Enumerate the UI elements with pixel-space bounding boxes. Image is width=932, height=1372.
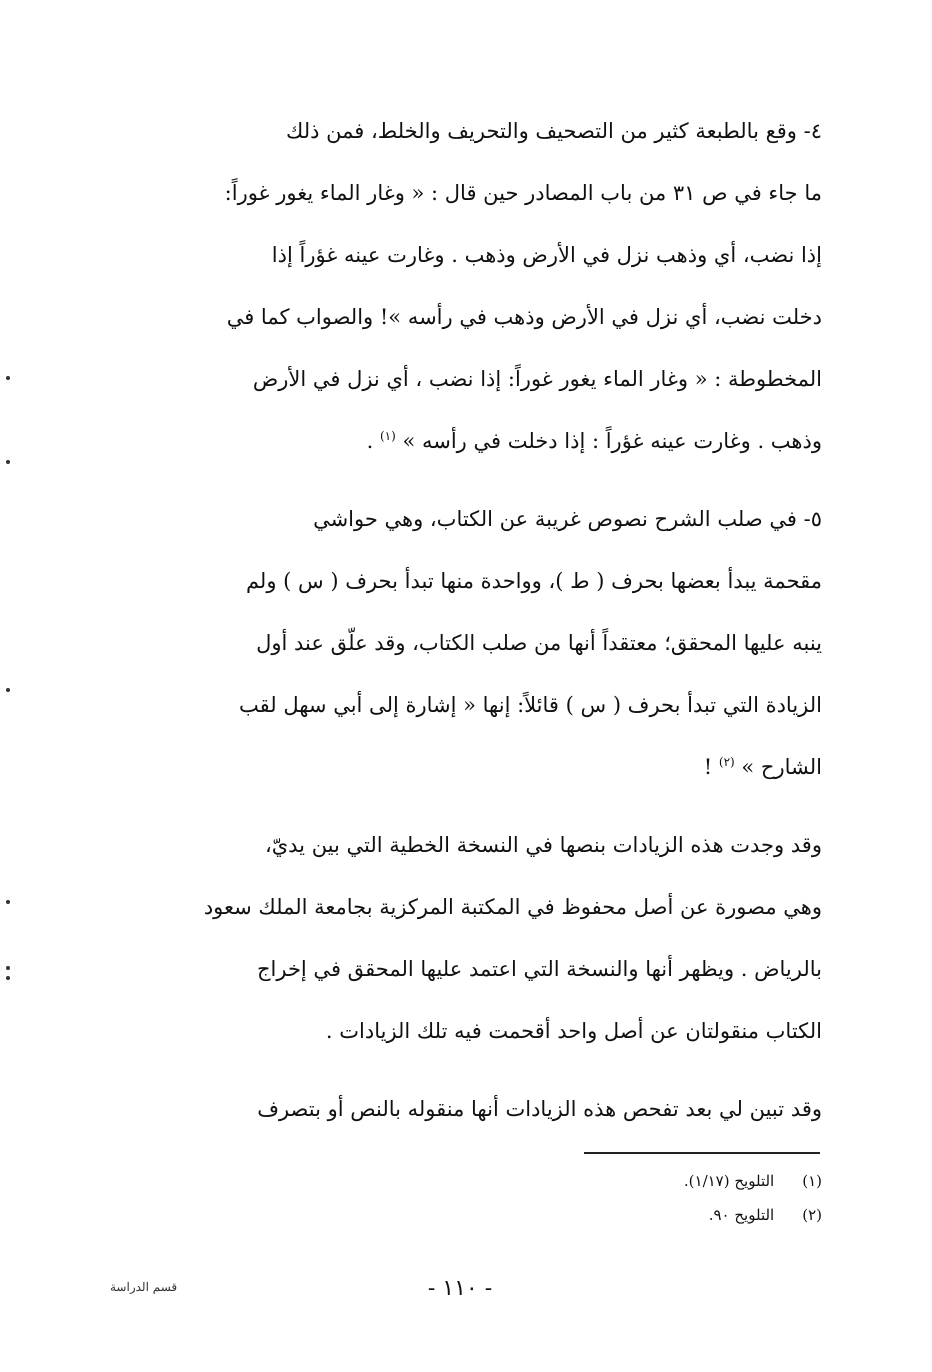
scan-mark <box>6 976 10 980</box>
body-text <box>106 100 822 1156</box>
paragraph-4 <box>106 100 822 472</box>
text-line: ما جاء في ص ٣١ من باب المصادر حين قال : « وغار الماء يغور غوراً: <box>224 181 822 205</box>
footnote-divider <box>584 1152 820 1154</box>
scan-mark <box>6 966 10 970</box>
text-line: ٤- وقع بالطبعة كثير من التصحيف والتحريف والخلط، فمن ذلك <box>286 119 822 143</box>
text-line-tail: . <box>366 429 380 453</box>
scan-mark <box>6 376 10 380</box>
text-line: وقد وجدت هذه الزيادات بنصها في النسخة الخطية التي بين يديّ، <box>264 833 822 857</box>
text-line: وقد تبين لي بعد تفحص هذه الزيادات أنها منقوله بالنص أو بتصرف <box>257 1097 822 1121</box>
text-line: ٥- في صلب الشرح نصوص غريبة عن الكتاب، وهي حواشي <box>313 507 822 531</box>
footnote-number: (١) <box>802 1172 822 1190</box>
scan-mark <box>6 900 10 904</box>
text-line: دخلت نضب، أي نزل في الأرض وذهب في رأسه »! والصواب كما في <box>226 305 822 329</box>
footnote-2 <box>560 1198 822 1232</box>
text-line: الزيادة التي تبدأ بحرف ( س ) قائلاً: إنها « إشارة إلى أبي سهل لقب <box>239 693 822 717</box>
scan-mark <box>6 460 10 464</box>
footnotes <box>560 1164 822 1232</box>
footnote-ref-1[interactable]: (١) <box>379 429 396 443</box>
text-line: الكتاب منقولتان عن أصل واحد أقحمت فيه تلك الزيادات . <box>325 1019 822 1043</box>
scan-mark <box>6 688 10 692</box>
footnote-text: التلويح (١/١٧). <box>683 1172 775 1190</box>
text-line-content: وذهب . وغارت عينه غؤراً : إذا دخلت في رأسه » <box>402 429 822 453</box>
text-line: المخطوطة : « وغار الماء يغور غوراً: إذا نضب ، أي نزل في الأرض <box>252 367 822 391</box>
text-line: إذا نضب، أي وذهب نزل في الأرض وذهب . وغارت عينه غؤراً إذا <box>271 243 822 267</box>
paragraph-manuscript <box>106 814 822 1062</box>
footnote-ref-2[interactable]: (٢) <box>718 755 735 769</box>
text-line: ينبه عليها المحقق؛ معتقداً أنها من صلب الكتاب، وقد علّق عند أول <box>256 631 822 655</box>
text-line-last <box>106 410 822 472</box>
text-line: بالرياض . ويظهر أنها والنسخة التي اعتمد عليها المحقق في إخراج <box>256 957 822 981</box>
page-number: - ١١٠ - <box>427 1276 493 1301</box>
text-line: مقحمة يبدأ بعضها بحرف ( ط )، وواحدة منها تبدأ بحرف ( س ) ولم <box>245 569 822 593</box>
text-line: وهي مصورة عن أصل محفوظ في المكتبة المركزية بجامعة الملك سعود <box>203 895 822 919</box>
text-line-last <box>106 736 822 798</box>
footnote-text: التلويح ٩٠. <box>708 1206 775 1224</box>
section-label: قسم الدراسة <box>110 1280 178 1294</box>
text-line-tail: ! <box>703 755 719 779</box>
paragraph-examination <box>106 1078 822 1140</box>
footnote-1 <box>560 1164 822 1198</box>
paragraph-5 <box>106 488 822 798</box>
text-line-content: الشارح » <box>741 755 822 779</box>
footnote-number: (٢) <box>802 1206 822 1224</box>
